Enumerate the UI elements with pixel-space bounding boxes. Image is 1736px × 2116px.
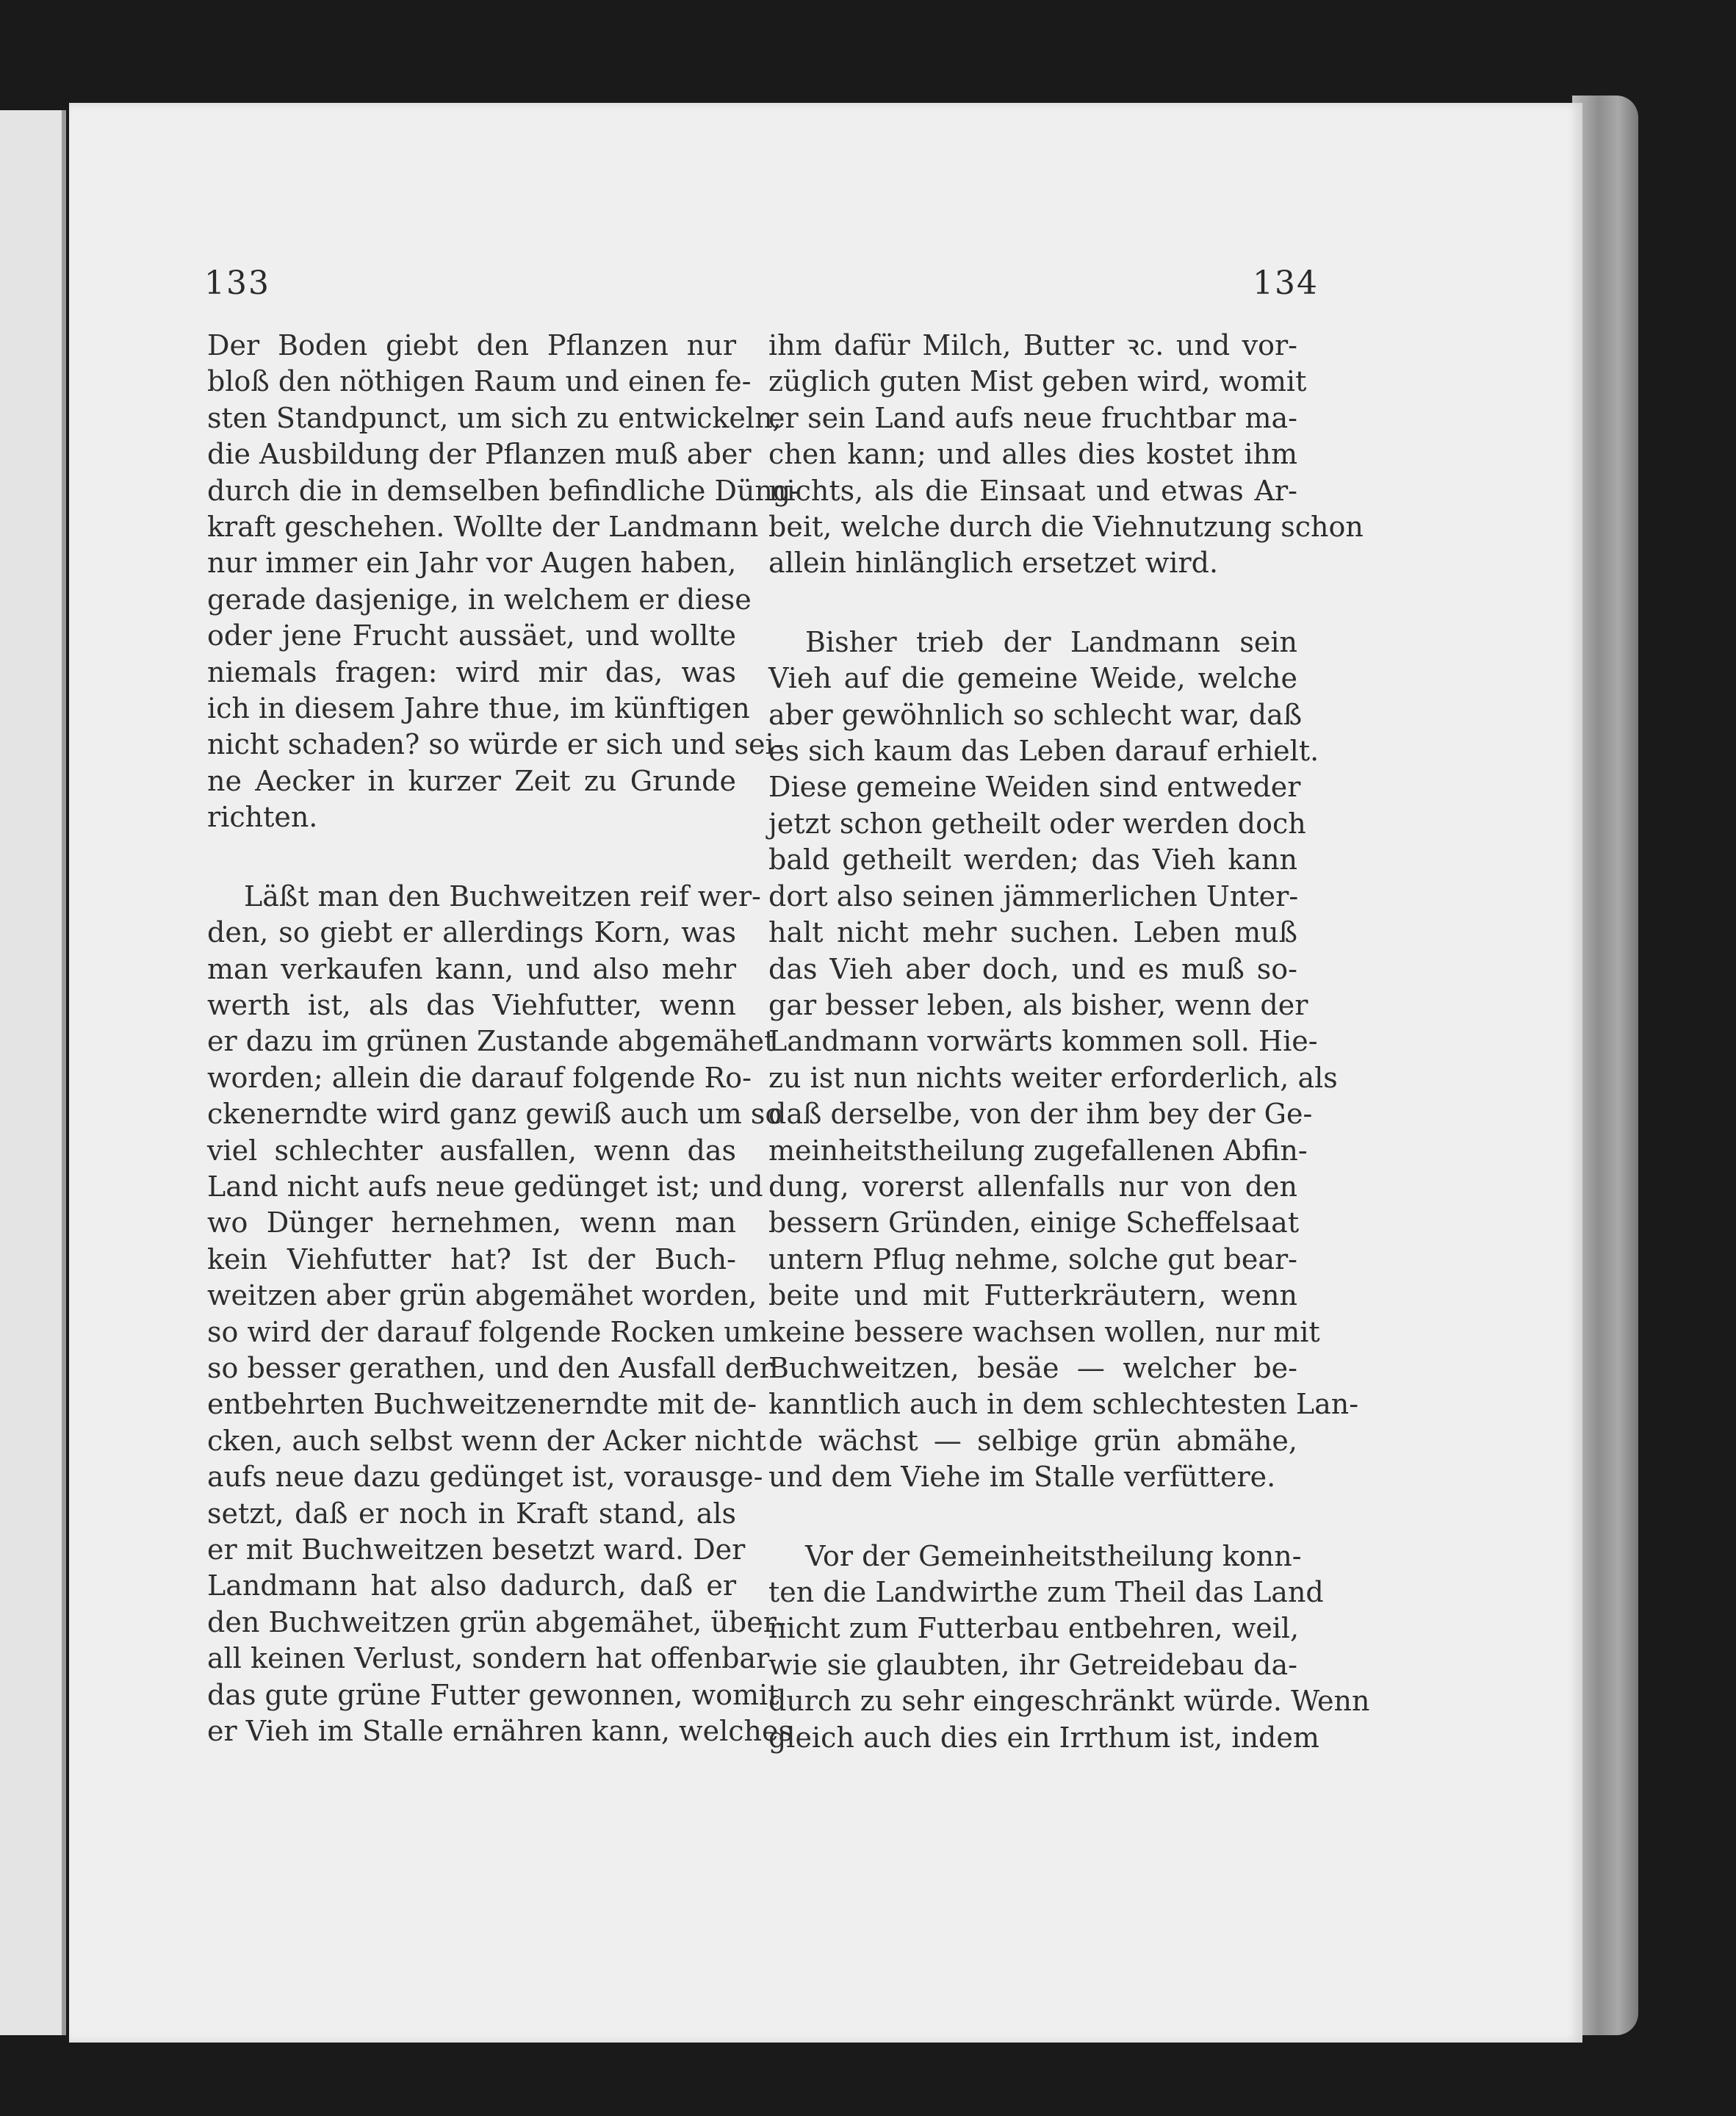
text-line: Land nicht aufs neue gedünget ist; und [207, 1170, 763, 1203]
text-line: ten die Landwirthe zum Theil das Land [768, 1576, 1324, 1608]
text-line: sten Standpunct, um sich zu entwickeln, [207, 401, 782, 434]
paragraph [207, 879, 793, 1750]
text-line: er mit Buchweitzen besetzt ward. Der [207, 1533, 746, 1566]
text-line: so besser gerathen, und den Ausfall der [207, 1351, 773, 1384]
text-line: cken, auch selbst wenn der Acker nicht [207, 1424, 766, 1457]
right-text-column [768, 328, 1370, 1799]
text-line: all keinen Verlust, sondern hat offenbar [207, 1642, 770, 1675]
text-line: nur immer ein Jahr vor Augen haben, [207, 547, 737, 580]
text-line: Vieh auf die gemeine Weide, welche [768, 662, 1297, 695]
paragraph [207, 328, 801, 836]
text-line: dung, vorerst allenfalls nur von den [768, 1170, 1297, 1203]
text-line: untern Pflug nehme, solche gut bear- [768, 1242, 1297, 1275]
text-line: entbehrten Buchweitzenerndte mit de- [207, 1388, 757, 1421]
text-line: aufs neue dazu gedünget ist, vorausge- [207, 1461, 763, 1494]
text-line: viel schlechter ausfallen, wenn das [207, 1134, 736, 1167]
text-line: man verkaufen kann, und also mehr [207, 952, 736, 985]
text-line: wo Dünger hernehmen, wenn man [207, 1206, 736, 1239]
text-line: wie sie glaubten, ihr Getreidebau da- [768, 1648, 1297, 1681]
text-line: keine bessere wachsen wollen, nur mit [768, 1315, 1320, 1348]
text-line: Der Boden giebt den Pflanzen nur [207, 329, 736, 361]
text-line: Bisher trieb der Landmann sein [805, 625, 1297, 658]
page-number-left: 133 [204, 264, 270, 302]
text-line: durch die in demselben befindliche Düng- [207, 474, 801, 507]
text-line: nichts, als die Einsaat und etwas Ar- [768, 474, 1297, 507]
left-page-edge [0, 110, 66, 2035]
text-line: niemals fragen: wird mir das, was [207, 655, 736, 688]
text-line: das gute grüne Futter gewonnen, womit [207, 1678, 779, 1711]
text-line: bald getheilt werden; das Vieh kann [768, 843, 1297, 877]
text-line: jetzt schon getheilt oder werden doch [768, 807, 1306, 840]
text-line: gleich auch dies ein Irrthum ist, indem [768, 1721, 1319, 1754]
text-line: nicht schaden? so würde er sich und sei- [207, 728, 784, 761]
text-line: ich in diesem Jahre thue, im künftigen [207, 692, 750, 725]
paragraph [768, 625, 1359, 1496]
text-line: kanntlich auch in dem schlechtesten Lan- [768, 1388, 1359, 1421]
text-line: ihm dafür Milch, Butter ꝛc. und vor- [768, 329, 1297, 361]
text-line: Landmann hat also dadurch, daß er [207, 1569, 736, 1602]
text-line: kraft geschehen. Wollte der Landmann [207, 511, 759, 544]
text-line: chen kann; und alles dies kostet ihm [768, 438, 1297, 471]
text-line: de wächst — selbige grün abmähe, [768, 1424, 1297, 1457]
text-line: die Ausbildung der Pflanzen muß aber [207, 438, 752, 471]
text-line: setzt, daß er noch in Kraft stand, als [207, 1497, 736, 1530]
page-number-right: 134 [1253, 264, 1319, 302]
text-line: beite und mit Futterkräutern, wenn [768, 1279, 1297, 1312]
text-line: und dem Viehe im Stalle verfüttere. [768, 1461, 1276, 1494]
text-line: ne Aecker in kurzer Zeit zu Grunde [207, 764, 736, 797]
text-line: bloß den nöthigen Raum und einen fe- [207, 365, 752, 398]
text-line: Vor der Gemeinheitstheilung konn- [805, 1539, 1302, 1572]
text-line: Diese gemeine Weiden sind entweder [768, 771, 1301, 804]
text-line: worden; allein die darauf folgende Ro- [207, 1061, 752, 1094]
text-line: durch zu sehr eingeschränkt würde. Wenn [768, 1685, 1370, 1718]
text-line: daß derselbe, von der ihm bey der Ge- [768, 1098, 1313, 1131]
text-line: halt nicht mehr suchen. Leben muß [768, 916, 1297, 949]
text-line: züglich guten Mist geben wird, womit [768, 365, 1307, 398]
text-line: beit, welche durch die Viehnutzung schon [768, 511, 1364, 544]
text-line: den, so giebt er allerdings Korn, was [207, 916, 736, 949]
text-line: dort also seinen jämmerlichen Unter- [768, 879, 1299, 913]
text-line: ckenerndte wird ganz gewiß auch um so [207, 1098, 782, 1131]
left-text-column [207, 328, 801, 1792]
text-line: er sein Land aufs neue fruchtbar ma- [768, 401, 1297, 434]
text-line: er dazu im grünen Zustande abgemähet [207, 1025, 776, 1058]
text-line: meinheitstheilung zugefallenen Abfin- [768, 1134, 1308, 1167]
text-line: Läßt man den Buchweitzen reif wer- [244, 879, 761, 913]
text-line: aber gewöhnlich so schlecht war, daß [768, 698, 1303, 731]
text-line: werth ist, als das Viehfutter, wenn [207, 988, 736, 1021]
text-line: allein hinlänglich ersetzet wird. [768, 547, 1219, 580]
paragraph [768, 1539, 1370, 1756]
text-line: oder jene Frucht aussäet, und wollte [207, 619, 736, 652]
text-line: bessern Gründen, einige Scheffelsaat [768, 1206, 1300, 1239]
text-line: das Vieh aber doch, und es muß so- [768, 952, 1297, 985]
text-line: Landmann vorwärts kommen soll. Hie- [768, 1025, 1318, 1058]
text-line: nicht zum Futterbau entbehren, weil, [768, 1612, 1300, 1645]
text-line: den Buchweitzen grün abgemähet, über- [207, 1605, 786, 1638]
text-line: gerade dasjenige, in welchem er diese [207, 583, 752, 616]
paragraph [768, 328, 1364, 582]
text-line: zu ist nun nichts weiter erforderlich, als [768, 1061, 1338, 1094]
text-line: richten. [207, 801, 318, 834]
text-line: weitzen aber grün abgemähet worden, [207, 1279, 757, 1312]
text-line: gar besser leben, als bisher, wenn der [768, 988, 1308, 1021]
text-line: so wird der darauf folgende Rocken um [207, 1315, 768, 1348]
text-line: er Vieh im Stalle ernähren kann, welches [207, 1715, 793, 1748]
text-line: kein Viehfutter hat? Ist der Buch- [207, 1242, 736, 1275]
text-line: Buchweitzen, besäe — welcher be- [768, 1351, 1297, 1384]
text-line: es sich kaum das Leben darauf erhielt. [768, 735, 1319, 768]
